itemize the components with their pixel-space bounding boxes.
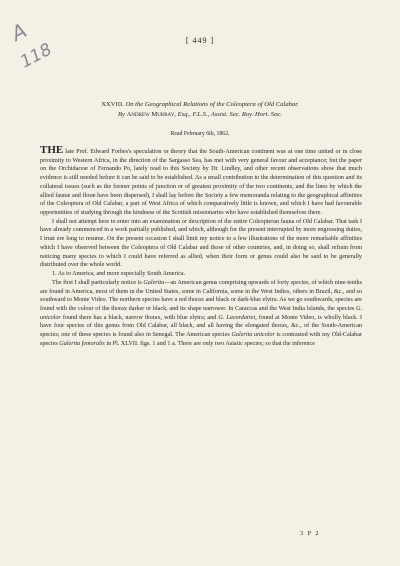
pencil-annotation-letter: A xyxy=(7,18,31,46)
paragraph-1-text: late Prof. Edward Forbes's speculation or theory that the South-American continent was at one time united or in close proximity to Western Africa, in the direction of the Sargasso Sea, has met with very general favour and acceptance; but the paper on the Orchidaceæ of Fernando Po, lately read to this Society by Dr. Lindley, and other recent observations show that much evidence is still needed before it can be said to be established. As a small contribution to the determination of this question and its collateral issues (such as the former points of junction or of greatest proximity of the two continents, and the lines by which the allied faunæ and floræ have been dispersed), I shall lay before the Society a few memoranda relating to the geographical affinities of the Coleoptera of Old Calabar, a part of West Africa of which comparatively little is known, and which I have had favourable opportunities of studying through the kindness of the Scottish missionaries who have established themselves there. xyxy=(40,149,362,217)
author-credentials: Esq., F.L.S., Assist. Sec. Roy. Hort. Soc. xyxy=(177,111,282,118)
species-name: G. Lacordairei xyxy=(218,314,256,321)
paragraph-4 xyxy=(40,279,362,349)
paragraph-4-text: The first I shall particularly notice is xyxy=(52,279,144,286)
pencil-annotation-number: 118 xyxy=(17,39,56,73)
paragraph-4-text: , found at Monte Video, is wholly black. I have four species of this genus from Old Calabar, all black, and all having the elongated thorax, &c., of the South-American species; one of these species is found also in Senegal. The American species xyxy=(40,314,362,339)
species-name: G. unicolor xyxy=(40,305,362,321)
article-number: XXVIII. xyxy=(101,101,124,108)
paragraph-2: I shall not attempt here to enter into an examination or description of the entire Coleopteran fauna of Old Calabar. That task I have already commenced in a work partially published, and which, although for the present interrupted by more engrossing duties, I trust ere long to resume. On the present occasion I shall limit my notice to a few illustrations of the more remarkable affinities which I have observed between the Coleoptera of Old Calabar and those of other countries, and, in doing so, shall refrain from noticing many species to which I could have referred as allied, when their form or genus could also be said to be generally distributed over the whole world. xyxy=(40,218,362,269)
byline-by: By xyxy=(118,111,125,118)
species-name: Galerita unicolor xyxy=(231,332,275,339)
read-date: Read February 6th, 1862. xyxy=(170,131,230,137)
paragraph-4-text: in Pl. XLVII. figs. 1 and 1 a. There are only two Asiatic species; so that the inference xyxy=(104,340,315,347)
article-heading xyxy=(48,100,352,120)
paragraph-1 xyxy=(40,146,362,218)
signature-mark: 3 P 2 xyxy=(300,530,320,537)
paragraph-4-text: found there has a black, narrow thorax, with blue elytra; and xyxy=(60,314,219,321)
page-number: [ 449 ] xyxy=(185,36,215,45)
paragraph-4-text: —an American genus comprising upwards of forty species, of which nine-tenths are found in America, most of them in the United States, some in California, some in the West Indies, others in Brazil, &c., and so southward to Monte Video. The northern species have a red thorax and black or dark-blue elytra. As we go southwards, species are found with the colour of the thorax darker or black, and its shape narrower. In Caraccas and the West India Islands, the species xyxy=(40,279,362,312)
paragraph-3: 1. As to America, and more especially South America. xyxy=(52,271,186,278)
paragraph-4-text: is contrasted with my Old-Calabar species xyxy=(40,332,363,347)
article-title: On the Geographical Relations of the Coleoptera of Old Calabar. xyxy=(125,101,299,108)
genus-name: Galerita xyxy=(143,279,165,286)
species-name: Galerita femoralis xyxy=(59,340,105,347)
drop-cap: THE xyxy=(40,144,64,156)
author-name: Andrew Murray, xyxy=(126,111,176,118)
article-body xyxy=(40,146,362,349)
